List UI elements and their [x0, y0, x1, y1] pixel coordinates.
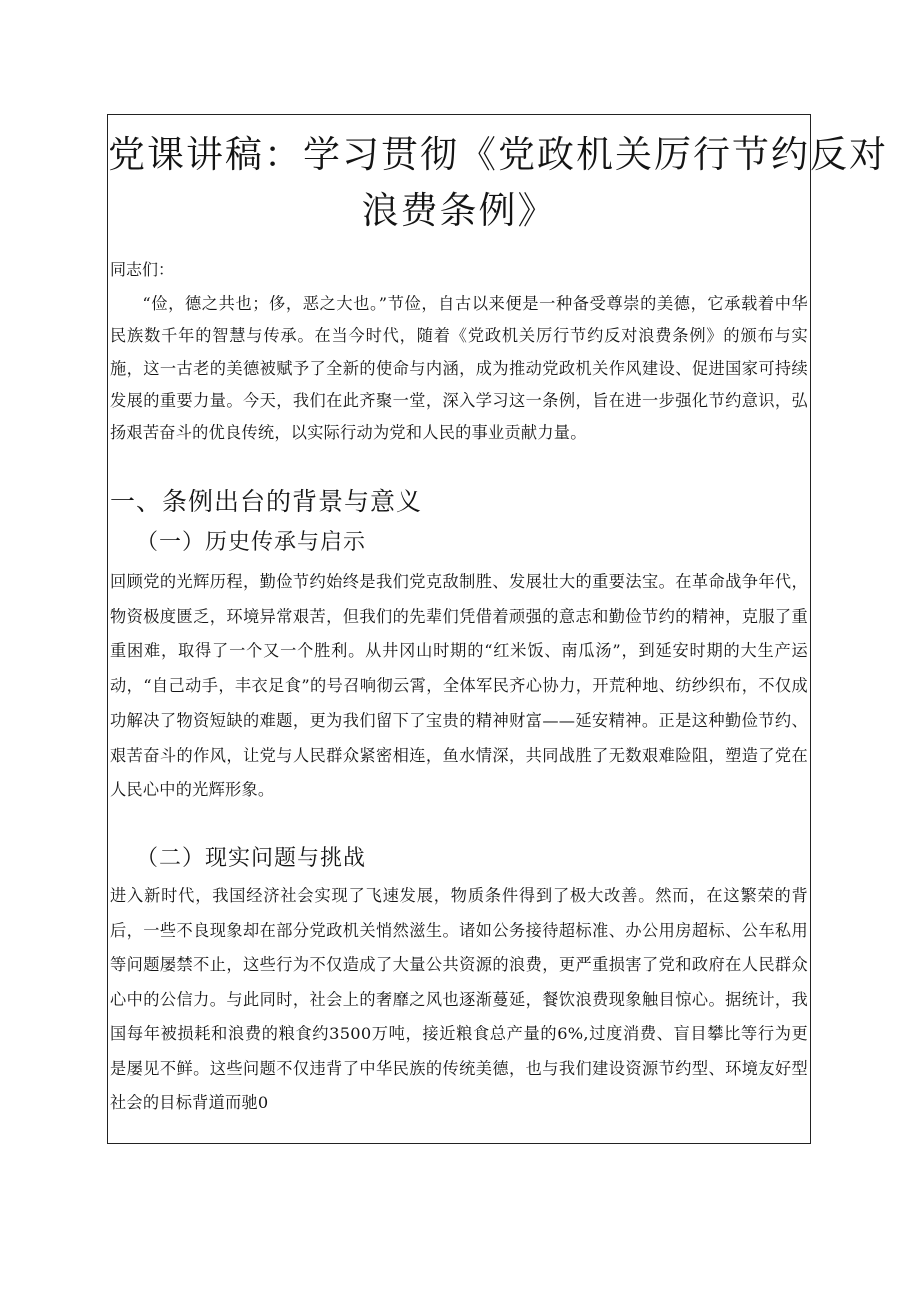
title-line-2: 浪费条例》 [361, 189, 557, 232]
subsection-2-paragraph: 进入新时代，我国经济社会实现了飞速发展，物质条件得到了极大改善。然而，在这繁荣的背后，一些不良现象却在部分党政机关悄然滋生。诸如公务接待超标准、办公用房超标、公车私用等问题屡禁不止，这些行为不仅造成了大量公共资源的浪费，更严重损害了党和政府在人民群众心中的公信力。与此同时，社会上的奢靡之风也逐渐蔓延，餐饮浪费现象触目惊心。据统计，我国每年被损耗和浪费的粮食约3500万吨，接近粮食总产量的6%,过度消费、盲目攀比等行为更是屡见不鲜。这些问题不仅违背了中华民族的传统美德，也与我们建设资源节约型、环境友好型社会的目标背道而驰0 [110, 886, 808, 1112]
salutation: 同志们： [110, 260, 175, 279]
document-title [108, 127, 888, 239]
section-heading-1: 一、条例出台的背景与意义 [110, 487, 423, 516]
subsection-heading-2: （二）现实问题与挑战 [136, 846, 367, 871]
document-frame [107, 114, 888, 1144]
intro-paragraph: “俭，德之共也；侈，恶之大也。”节俭，自古以来便是一种备受尊崇的美德，它承载着中华民族数千年的智慧与传承。在当今时代，随着《党政机关厉行节约反对浪费条例》的颁布与实施，这一古老的美德被赋予了全新的使命与内涵，成为推动党政机关作风建设、促进国家可持续发展的重要力量。今天，我们在此齐聚一堂，深入学习这一条例，旨在进一步强化节约意识，弘扬艰苦奋斗的优良传统，以实际行动为党和人民的事业贡献力量。 [110, 294, 808, 443]
subsection-1-paragraph: 回顾党的光辉历程，勤俭节约始终是我们党克敌制胜、发展壮大的重要法宝。在革命战争年代，物资极度匮乏，环境异常艰苦，但我们的先辈们凭借着顽强的意志和勤俭节约的精神，克服了重重困难，取得了一个又一个胜利。从井冈山时期的“红米饭、南瓜汤”，到延安时期的大生产运动，“自己动手，丰衣足食”的号召响彻云霄，全体军民齐心协力，开荒种地、纺纱织布，不仅成功解决了物资短缺的难题，更为我们留下了宝贵的精神财富——延安精神。正是这种勤俭节约、艰苦奋斗的作风，让党与人民群众紧密相连，鱼水情深，共同战胜了无数艰难险阻，塑造了党在人民心中的光辉形象。 [110, 572, 808, 800]
title-line-1: 党课讲稿：学习贯彻《党政机关厉行节约反对 [108, 133, 888, 176]
subsection-heading-1: （一）历史传承与启示 [136, 530, 367, 555]
